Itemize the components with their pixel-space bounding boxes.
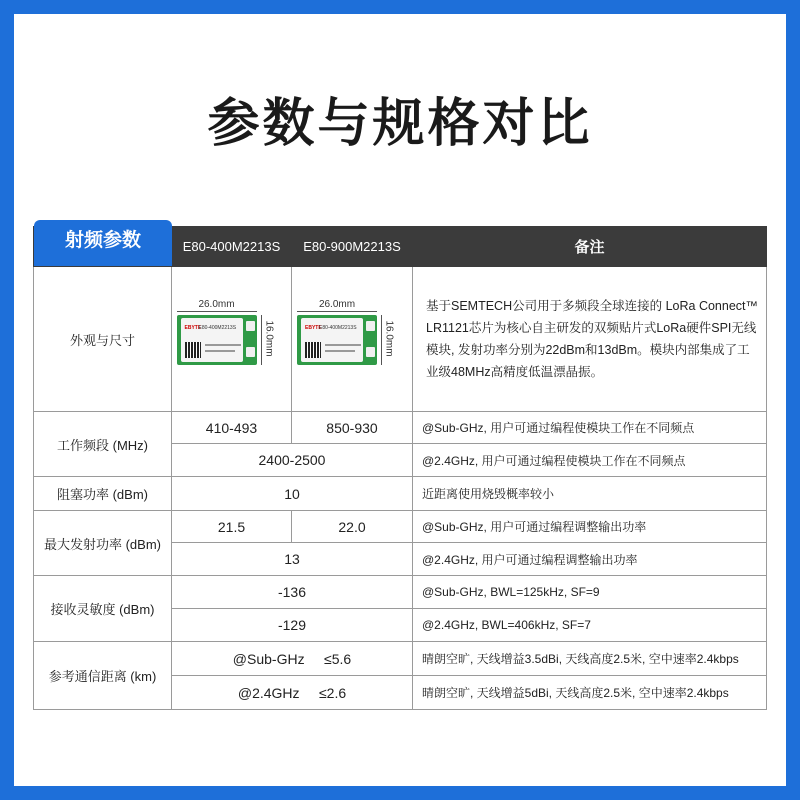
row-label-power: 最大发射功率 (dBm): [34, 511, 172, 576]
table-row: [34, 642, 767, 676]
sens-note-2: @2.4GHz, BWL=406kHz, SF=7: [413, 609, 767, 642]
row-label-sens: 接收灵敏度 (dBm): [34, 576, 172, 642]
rf-params-tab: 射频参数: [34, 220, 172, 266]
part-number: E80-400M2213S: [319, 325, 357, 331]
module-image-a: [172, 267, 292, 412]
page-title: 参数与规格对比: [207, 95, 593, 153]
part-number: E80-400M2213S: [198, 325, 237, 331]
row-label-freq: 工作频段 (MHz): [34, 412, 172, 477]
block-note: 近距离使用烧毁概率较小: [413, 477, 767, 511]
pcb-board: [177, 315, 257, 365]
power-note-1: @Sub-GHz, 用户可通过编程调整输出功率: [413, 511, 767, 543]
header-model-b: E80-900M2213S: [292, 227, 413, 267]
block-value: 10: [172, 477, 413, 511]
pcb-board: [297, 315, 377, 365]
table-row: [34, 267, 767, 412]
dimension-line: [381, 315, 382, 365]
header-tab: [34, 227, 172, 267]
power-both: 13: [172, 543, 413, 576]
row-label-appearance: 外观与尺寸: [34, 267, 172, 412]
range-value-1: @Sub-GHz ≤5.6: [172, 642, 413, 676]
sens-note-1: @Sub-GHz, BWL=125kHz, SF=9: [413, 576, 767, 609]
range-value-2: @2.4GHz ≤2.6: [172, 676, 413, 710]
dimension-height: 16.0mm: [383, 320, 395, 357]
dimension-line: [261, 315, 262, 365]
dimension-width: 26.0mm: [198, 299, 235, 310]
dimension-height: 16.0mm: [263, 320, 275, 357]
dimension-line: [297, 311, 377, 312]
freq-note-2: @2.4GHz, 用户可通过编程使模块工作在不同频点: [413, 444, 767, 477]
header-note: 备注: [413, 227, 767, 267]
table-row: [34, 511, 767, 543]
freq-b: 850-930: [292, 412, 413, 444]
brand-logo: EBYTE: [184, 325, 202, 331]
module-description: 基于SEMTECH公司用于多频段全球连接的 LoRa Connect™ LR1121芯片为核心自主研发的双频贴片式LoRa硬件SPI无线模块, 发射功率分别为22dBm和13dBm。模块内部集成了工业级48MHz高精度低温漂晶振。: [413, 267, 767, 412]
dimension-width: 26.0mm: [318, 299, 356, 310]
freq-both: 2400-2500: [172, 444, 413, 477]
range-note-1: 晴朗空旷, 天线增益3.5dBi, 天线高度2.5米, 空中速率2.4kbps: [413, 642, 767, 676]
table-row: [34, 412, 767, 444]
qr-code-icon: [185, 342, 201, 358]
range-note-2: 晴朗空旷, 天线增益5dBi, 天线高度2.5米, 空中速率2.4kbps: [413, 676, 767, 710]
power-note-2: @2.4GHz, 用户可通过编程调整输出功率: [413, 543, 767, 576]
row-label-range: 参考通信距离 (km): [34, 642, 172, 710]
module-drawing: [297, 299, 407, 379]
header-model-a: E80-400M2213S: [172, 227, 292, 267]
power-b: 22.0: [292, 511, 413, 543]
table-row: [34, 576, 767, 609]
qr-code-icon: [305, 342, 321, 358]
sens-value-2: -129: [172, 609, 413, 642]
sens-value-1: -136: [172, 576, 413, 609]
freq-note-1: @Sub-GHz, 用户可通过编程使模块工作在不同频点: [413, 412, 767, 444]
brand-logo: EBYTE: [305, 325, 322, 331]
row-label-block: 阻塞功率 (dBm): [34, 477, 172, 511]
table-header: [34, 227, 767, 267]
table-row: [34, 477, 767, 511]
power-a: 21.5: [172, 511, 292, 543]
spec-table: [33, 226, 767, 710]
freq-a: 410-493: [172, 412, 292, 444]
module-image-b: [292, 267, 413, 412]
module-drawing: [177, 299, 287, 379]
dimension-line: [177, 311, 257, 312]
